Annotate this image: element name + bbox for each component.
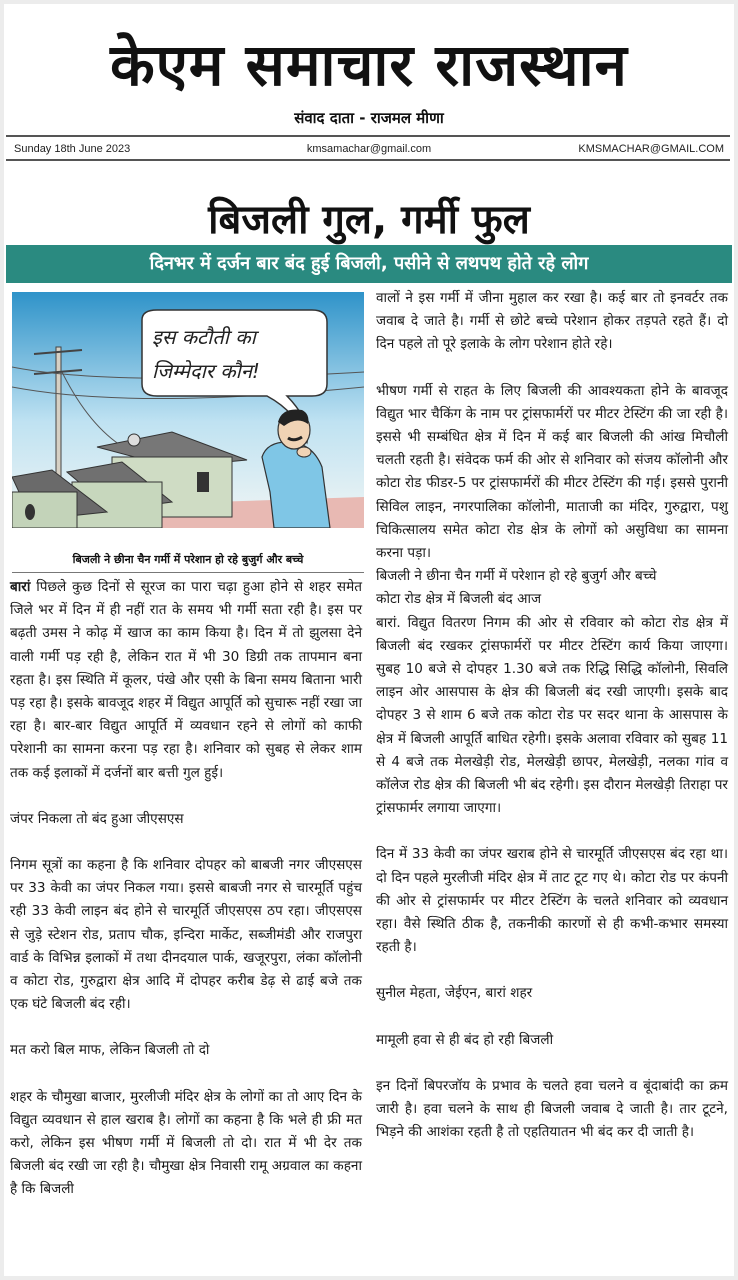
contact-email-caps[interactable]: KMSMACHAR@GMAIL.COM (578, 143, 724, 155)
subheading: मत करो बिल माफ, लेकिन बिजली तो दो (10, 1042, 210, 1059)
divider (6, 135, 730, 137)
bubble-text-line1: इस कटौती का (152, 325, 256, 349)
masthead-byline: संवाद दाता - राजमल मीणा (294, 109, 444, 127)
figure-caption: बिजली ने छीना चैन गर्मी में परेशान हो रहे बुजुर्ग और बच्चे (72, 553, 304, 566)
paragraph: बारां. विद्युत वितरण निगम की ओर से रविवार को कोटा रोड क्षेत्र में बिजली बंद रखकर ट्रांसफार्मरों पर मीटर टेस्टिंग कार्य किया जाएगा। सुबह 10 बजे से दोपहर 1.30 बजे तक रिद्धि सिद्धि कॉलोनी, सिवलि लाइन ओर आसपास के क्षेत्र की बिजली बंद रखी जाएगी। इसके बाद दोपहर 3 से शाम 6 बजे तक कोटा रोड पर सदर थाना के आसपास के क्षेत्र में बिजली आपूर्ति बाधित रहेगी। इसके अलावा रविवार को सुबह 11 से 4 बजे तक मेलखेड़ी रोड, मेलखेड़ी छापर, मेलखेड़ी, नलका गांव व कॉलेज रोड क्षेत्र की बिजली भी बंद रहेगी। इस दौरान मेलखेड़ी तिराहा पर ट्रांसफार्मर लगाया जाएगा। (376, 614, 728, 817)
paragraph: दिन में 33 केवी का जंपर खराब होने से चारमूर्ति जीएसएस बंद रहा था। दो दिन पहले मुरलीजी मंदिर क्षेत्र में ताट टूट गए थे। कोटा रोड पर कंपनी की ओर से ट्रांसफार्मर पर मीटर टेस्टिंग के चलते शनिवार को व्यवधान रहा। वैसे स्थिति ठीक है, तकनीकी कारणों से ही कभी-कभार समस्या रहती है। (376, 846, 728, 956)
contact-email[interactable]: kmsamachar@gmail.com (306, 143, 432, 155)
paragraph: भीषण गर्मी से राहत के लिए बिजली की आवश्यकता होने के बावजूद विद्युत भार चैकिंग के नाम पर ट्रांसफार्मरों पर मीटर टेस्टिंग की जा रही है। इससे भी सम्बंधित क्षेत्र में दिन में कई बार बिजली की आंख मिचौली चलती रहती है। संवेदक फर्म की ओर से शनिवार को संजय कॉलोनी और कोटा रोड फीडर-5 पर ट्रांसफार्मरों की मीटर टेस्टिंग की गई। इससे पुरानी सिविल लाइन, नगरपालिका कॉलोनी, माताजी का मंदिर, गुरुद्वारा, पशु चिकित्सालय समेत कोटा रोड क्षेत्र के लोगों को असुविधा का सामना करना पड़ा। (376, 382, 728, 562)
info-bar (4, 139, 734, 159)
paragraph: इन दिनों बिपरजॉय के प्रभाव के चलते हवा चलने व बूंदाबांदी का क्रम जारी है। हवा चलने के साथ ही बिजली जवाब दे जाती है। तार टूटने, भिड़ने की आशंका रहती है तो एहतियातन भी बंद कर दी जाती है। (376, 1077, 728, 1141)
attribution: सुनील मेहता, जेईएन, बारां शहर (376, 985, 533, 1002)
paragraph: शहर के चौमुखा बाजार, मुरलीजी मंदिर क्षेत्र के लोगों का तो आए दिन के विद्युत व्यवधान से हाल खराब है। लोगों का कहना है कि भले ही फ्री मत करो, लेकिन इस भीषण गर्मी में बिजली तो दो। रात में भी देर तक बिजली बंद रखी जा रही है। चौमुखा क्षेत्र निवासी रामू अग्रवाल का कहना है कि बिजली (10, 1088, 362, 1198)
cartoon-illustration (12, 292, 364, 528)
subheading: मामूली हवा से ही बंद हो रही बिजली (376, 1031, 554, 1048)
issue-date: Sunday 18th June 2023 (14, 143, 131, 155)
power-pole (56, 347, 61, 477)
dateline: बारां (10, 579, 31, 595)
subheading: कोटा रोड क्षेत्र में बिजली बंद आज (376, 591, 542, 608)
divider (12, 572, 364, 573)
bubble-text-line2: जिम्मेदार कौन! (152, 359, 260, 383)
subheading: जंपर निकला तो बंद हुआ जीएसएस (10, 810, 184, 827)
paragraph-text: पिछले कुछ दिनों से सूरज का पारा चढ़ा हुआ होने से शहर समेत जिले भर में दिन में ही नहीं रात के समय भी गर्मी सता रही है। इस पर बढ़ती उमस ने कोढ़ में खाज का काम किया है। दिन में तो झुलसा देने वाली गर्मी पड़ रही है, लेकिन रात में भी 30 डिग्री तक तापमान बना रहता है। इस स्थिति में कूलर, पंखे और एसी के बिना समय बिताना भारी पड़ रहा है। इसके बावजूद शहर में विद्युत आपूर्ति को सुचारू नहीं रखा जा रहा है। बार-बार विद्युत आपूर्ति में व्यवधान रहने से लोगों को काफी परेशानी का सामना करना पड़ रहा है। शनिवार को सुबह से लेकर शाम तक कई इलाकों में दर्जनों बार बत्ती गुल हुई। (10, 579, 362, 781)
masthead-title: केएम समाचार राजस्थान (110, 31, 628, 99)
paragraph (10, 576, 362, 785)
article-subheadline: दिनभर में दर्जन बार बंद हुई बिजली, पसीने से लथपथ होते रहे लोग (6, 245, 732, 283)
paragraph: निगम सूत्रों का कहना है कि शनिवार दोपहर को बाबजी नगर जीएसएस पर 33 केवी का जंपर निकल गया। इससे बाबजी नगर से चारमूर्ति पहुंच रही 33 केवी लाइन बंद होने से चारमूर्ति जीएसएस ठप रहा। जीएसएस से जुड़े स्टेशन रोड, प्रताप चौक, इन्दिरा मार्केट, सब्जीमंडी और राजपुरा वार्ड के विभिन्न इलाकों में तथा दीनदयाल पार्क, खजूरपुरा, लंका कॉलोनी व कोटा रोड, गुरुद्वारा क्षेत्र आदि में दोपहर करीब डेढ़ से ढाई बजे तक एक घंटे बिजली बंद रही। (10, 857, 362, 1013)
article-headline: बिजली गुल, गर्मी फुल (208, 197, 530, 243)
inline-caption: बिजली ने छीना चैन गर्मी में परेशान हो रहे बुजुर्ग और बच्चे (376, 568, 657, 585)
dish-antenna (128, 434, 140, 446)
paragraph: वालों ने इस गर्मी में जीना मुहाल कर रखा है। कई बार तो इनवर्टर तक जवाब दे जाते है। गर्मी से छोटे बच्चे परेशान होकर तड़पते रहते हैं। दो दिन पहले तो पूरे इलाके के लोग परेशान होते रहे। (376, 290, 728, 353)
divider (6, 159, 730, 161)
article-column-left (10, 576, 362, 1202)
newspaper-page (4, 4, 734, 1276)
article-column-right (376, 287, 728, 1145)
